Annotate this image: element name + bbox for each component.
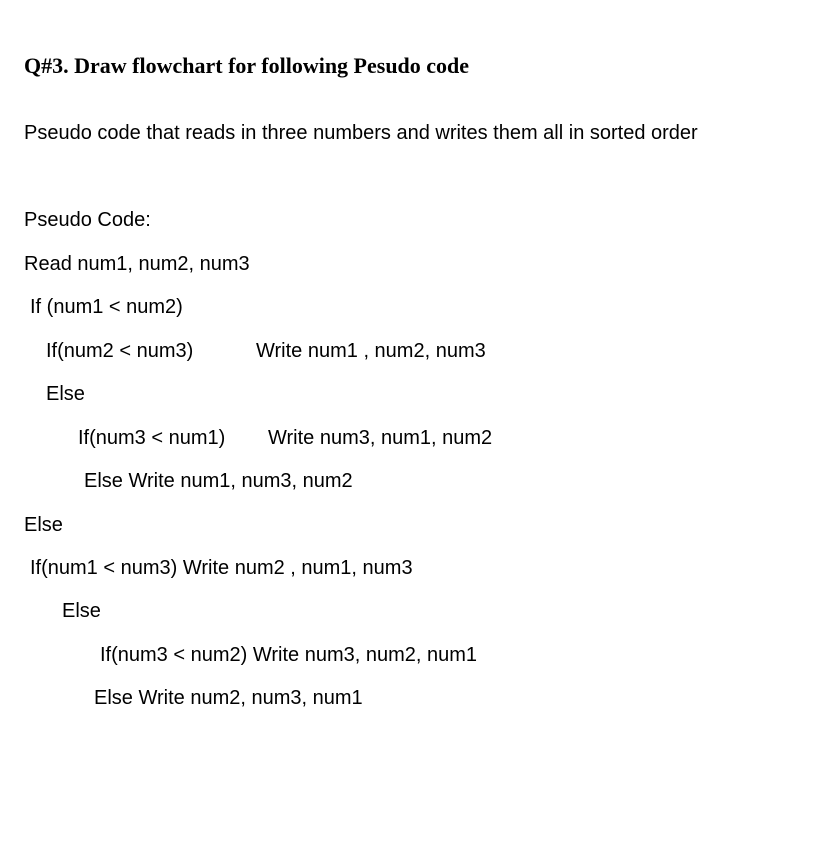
code-line-if-inner2-condition: If(num3 < num1) — [78, 427, 226, 449]
code-line-if-outer: If (num1 < num2) — [30, 296, 183, 318]
code-line-else-outer: Else — [24, 514, 63, 536]
code-line-if-inner2-write: Write num3, num1, num2 — [268, 427, 493, 449]
code-line-else-inner3: Else — [62, 600, 101, 622]
code-line-else-inner3-write: Else Write num2, num3, num1 — [94, 687, 363, 709]
code-line-read: Read num1, num2, num3 — [24, 253, 250, 275]
code-line-if-inner1-write: Write num1 , num2, num3 — [256, 340, 486, 362]
code-line-if-inner1-condition: If(num2 < num3) — [46, 340, 194, 362]
code-line-else-inner2-write: Else Write num1, num3, num2 — [84, 470, 353, 492]
code-line-if-inner3: If(num3 < num2) Write num3, num2, num1 — [100, 644, 478, 666]
code-line-else-inner1: Else — [46, 383, 85, 405]
code-line-if-outer2: If(num1 < num3) Write num2 , num1, num3 — [30, 557, 413, 579]
question-title: Q#3. Draw flowchart for following Pesudo code — [24, 53, 470, 78]
question-description: Pseudo code that reads in three numbers and writes them all in sorted order — [24, 122, 698, 144]
pseudo-code-label: Pseudo Code: — [24, 209, 151, 231]
